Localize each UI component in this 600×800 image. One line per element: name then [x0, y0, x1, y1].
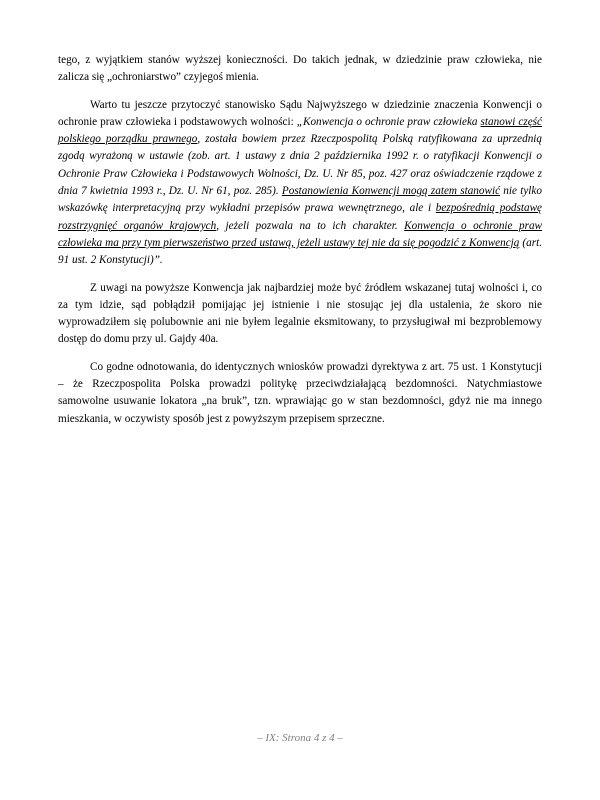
quote-segment-3: , jeżeli pozwala na to ich charakter. — [216, 219, 405, 232]
quote-segment-1: , została bowiem przez Rzeczpospolitą Polską ratyfikowana za uprzednią zgodą wyrażoną w ustawie (zob. art. 1 ustawy z dnia 2 października 1992 r. o ratyfikacji Konwencji o Ochronie Praw Człowieka i Podstawowych Wolności, Dz. U. Nr 85, poz. 427 oraz oświadczenie rządowe z dnia 7 kwietnia 1993 r., Dz. U. Nr 61, poz. 285). — [58, 133, 542, 198]
quote-underline-2: Postanowienia Konwencji mogą zatem stanowić — [281, 185, 501, 198]
page-footer: – IX: Strona 4 z 4 – — [257, 732, 343, 744]
paragraph-2 — [58, 97, 542, 270]
paragraph-3: Z uwagi na powyższe Konwencja jak najbardziej może być źródłem wskazanej tutaj wolności i, co za tym idzie, sąd pobłądził pomijając jej istnienie i nie stosując jej dla ustalenia, że skoro nie wyprowadziłem się polubownie ani nie byłem legalnie eksmitowany, to przysługiwał mi bezproblemowy dostęp do domu przy ul. Gajdy 40a. — [58, 281, 542, 346]
quote-open: „Konwencja o ochronie praw człowieka — [296, 115, 481, 128]
document-page — [58, 52, 542, 438]
paragraph-4: Co godne odnotowania, do identycznych wniosków prowadzi dyrektywa z art. 75 ust. 1 Konstytucji – że Rzeczpospolita Polska prowadzi politykę przeciwdziałającą bezdomności. Natychmiastowe samowolne usuwanie lokatora „na bruk”, tzn. wprawiając go w stan bezdomności, gdyż nie ma innego mieszkania, w oczywisty sposób jest z powyższym przepisem sprzeczne. — [58, 360, 542, 425]
quote-underline-3: bezpośrednią podstawę rozstrzygnięć organów krajowych — [58, 202, 542, 232]
quote-segment-4: (art. 91 ust. 2 Konstytucji)”. — [58, 236, 542, 267]
quote-underline-1: stanowi część polskiego porządku prawnego — [58, 115, 542, 146]
paragraph-2-lead: Warto tu jeszcze przytoczyć stanowisko Sądu Najwyższego w dziedzinie znaczenia Konwencji o ochronie praw człowieka i podstawowych wolności: — [58, 98, 542, 128]
court-quote — [58, 116, 542, 266]
quote-segment-2: nie tylko wskazówkę interpretacyjną przy wykładni przepisów prawa wewnętrznego, ale i — [58, 185, 542, 215]
quote-underline-4: Konwencja o ochronie praw człowieka ma przy tym pierwszeństwo przed ustawą, jeżeli ustawy tej nie da się pogodzić z Konwencją — [58, 219, 543, 249]
paragraph-1: tego, z wyjątkiem stanów wyższej konieczności. Do takich jednak, w dziedzinie praw człowieka, nie zalicza się „ochroniarstwo” czyjegoś mienia. — [58, 54, 542, 84]
